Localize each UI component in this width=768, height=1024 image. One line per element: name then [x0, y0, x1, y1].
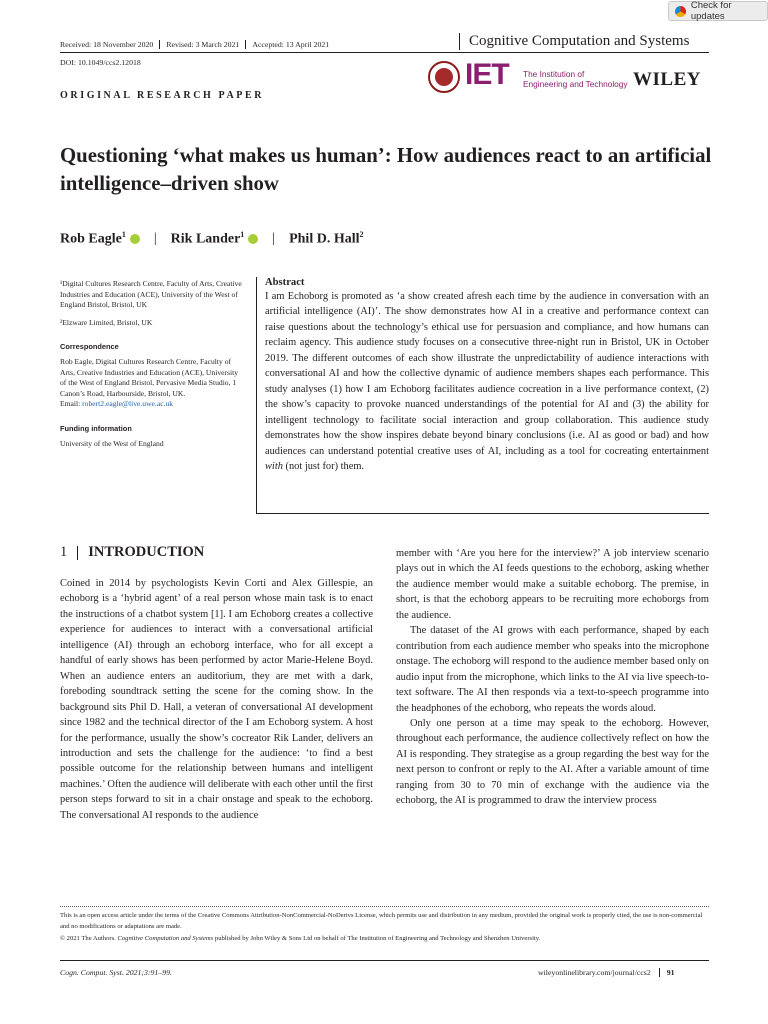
orcid-icon[interactable]: [248, 234, 258, 244]
article-type-label: ORIGINAL RESEARCH PAPER: [60, 90, 265, 101]
article-dates: [60, 40, 335, 49]
wiley-logo: WILEY: [633, 69, 701, 90]
accepted-date: Accepted: 13 April 2021: [245, 40, 335, 49]
section-heading: 1 INTRODUCTION: [60, 544, 205, 560]
check-for-updates-button[interactable]: [668, 1, 768, 21]
body-column-right: [396, 546, 709, 809]
university-seal-logo: [428, 61, 460, 93]
author[interactable]: Rik Lander$^1$: [170, 230, 245, 247]
funding-text: University of the West of England: [60, 438, 164, 448]
crossmark-icon: [675, 6, 686, 17]
paragraph: Coined in 2014 by psychologists Kevin Corti and Alex Gillespie, an echoborg is a ‘hybrid agent’ of a real person whose main task is to enact the instructions of a chatbot system [1]. I am Echoborg creates a collective experience for audiences to interact with a conversational artificial intelligence (AI) through an echoborg interface, who for all except a handful of early shows has been performed by actor Marie-Helene Boyd. When an audience enters an auditorium, they are met with a dark, foreboding soundtrack setting the scene for the coming show. In the background sits Phil D. Hall, a veteran of conversational AI development since 1982 and the technical director of the I am Echoborg system. A host for the performance, usually the show’s cocreator Rik Lander, delivers an introduction and sets the challenge for the audience: ‘to find a best possible outcome for the relationship between humans and intelligent machines.’ Often the audience will deliberate with each other until the first person steps forward to sit in a chair onstage and speak to the echoborg. The conversational AI responds to the audience: [60, 578, 373, 821]
divider: [77, 546, 78, 560]
affiliation: ²Elzware Limited, Bristol, UK: [60, 317, 153, 327]
check-for-updates-label: Check for updates: [690, 0, 732, 22]
paragraph: member with ‘Are you here for the interview?’ A job interview scenario plays out in which the AI feeds questions to the echoborg, asking whether the audience member would make a suitable echoborg. The premise, in short, is that the echoborg appears to be recruiting more echoborgs from the audience.: [396, 548, 709, 621]
orcid-icon[interactable]: [130, 234, 140, 244]
funding-heading: Funding information: [60, 423, 132, 433]
email-link[interactable]: robert2.eagle@live.uwe.ac.uk: [82, 399, 174, 409]
correspondence-heading: Correspondence: [60, 342, 119, 352]
footer-right: [538, 968, 675, 977]
received-date: Received: 18 November 2020: [60, 40, 154, 49]
abstract: [256, 277, 709, 514]
article-sidebar: [60, 279, 246, 456]
license-footnote: [60, 906, 709, 944]
copyright-text: © 2021 The Authors. Cognitive Computation and Systems published by John Wiley & Sons Ltd on behalf of The Institution of Engineering and Technology and Shenzhen University.: [60, 935, 541, 942]
author[interactable]: Phil D. Hall$^2$: [289, 230, 364, 247]
iet-logo: IET: [465, 58, 509, 91]
abstract-text: I am Echoborg is promoted as ‘a show created afresh each time by the audience in conversation with an artificial intelligence (AI)’. The show demonstrates how AI in a creative and performance context can raise questions about the technology’s ethical use for persuasion and compliance, and how humans can reclaim agency. This audience study focuses on a consecutive three-night run in Bristol, UK in October 2019. The different outcomes of each show illustrate the unpredictability of audience interactions with conversational AI and how the collective dynamic of audience members shapes each performance. This study analyses (1) how I am Echoborg facilitates audience cocreation in a live performance context, (2) the show’s capacity to provoke nuanced understandings of the potential for AI and (3) the ability for intelligent technology to facilitate social interaction and group collaboration. This audience study demonstrates how the show inspires debate beyond binary conclusions (i.e. AI as good or bad) and how audiences can understand potential creative uses of AI, including as a tool for cocreating entertainment with (not just for) them.: [265, 291, 709, 472]
revised-date: Revised: 3 March 2021: [159, 40, 245, 49]
footer-divider: [60, 960, 709, 961]
affiliation: ¹Digital Cultures Research Centre, Faculty of Arts, Creative Industries and Education (ACE), University of the West of England Bristol, Bristol, UK: [60, 279, 242, 310]
license-text: This is an open access article under the terms of the Creative Commons Attribution-NonCommercial-NoDerivs License, which permits use and distribution in any medium, provided the original work is properly cited, the use is non-commercial and no modifications or adaptations are made.: [60, 912, 703, 930]
author-list: Rob Eagle$^1$ | Rik Lander$^1$ | Phil D. Hall$^2$: [60, 230, 364, 247]
iet-name: The Institution of Engineering and Technology: [523, 69, 628, 89]
article-title: Questioning ‘what makes us human’: How audiences react to an artificial intelligence–driven show: [60, 144, 712, 195]
email-line: Email: robert2.eagle@live.uwe.ac.uk: [60, 399, 174, 409]
correspondence-text: Rob Eagle, Digital Cultures Research Centre, Faculty of Arts, Creative Industries and Education (ACE), University of the West of England Bristol, Pervasive Media Studio, 1 Canon’s Road, Harbourside, Bristol, UK.: [60, 356, 238, 398]
doi[interactable]: DOI: 10.1049/ccs2.12018: [60, 58, 141, 67]
paragraph: Only one person at a time may speak to the echoborg. However, throughout each performance, the audience collectively reflect on how the AI is responding. They strategise as a group regarding the best way for the next person to confront or reply to the AI. After a variable amount of time ranging from 30 to 70 min of exchange with the audience via the echoborg, the AI is programmed to draw the interview process: [396, 717, 709, 807]
body-column-left: [60, 576, 373, 823]
journal-url[interactable]: wileyonlinelibrary.com/journal/ccs2: [538, 968, 651, 977]
abstract-heading: Abstract: [265, 277, 305, 288]
header-divider: [60, 52, 709, 53]
author[interactable]: Rob Eagle$^1$: [60, 230, 126, 247]
paragraph: The dataset of the AI grows with each performance, shaped by each contribution from each audience member who speaks into the microphone onstage. The echoborg will respond to the audience member based only on audio input from the microphone, which links to the AI via live speech-to-text software. The AI then responds via a text-to-speech programme into the headphones of the echoborg, who repeats the words aloud.: [396, 625, 709, 714]
citation: Cogn. Comput. Syst. 2021;3:91–99.: [60, 968, 172, 977]
page-number: 91: [659, 968, 675, 977]
journal-title[interactable]: Cognitive Computation and Systems: [459, 33, 709, 50]
